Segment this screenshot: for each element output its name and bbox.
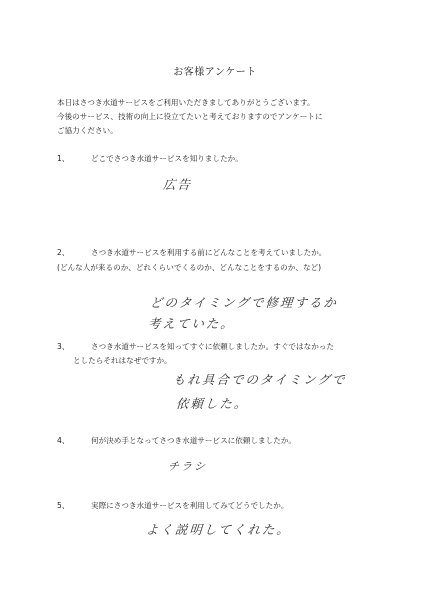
question-5-number: 5、 [57, 501, 70, 510]
question-2-number: 2、 [57, 248, 70, 257]
answer-3-handwriting-line-1: もれ具合でのタイミングで [172, 372, 348, 387]
question-2-text-line-1: さつき水道サービスを利用する前にどんなことを考えていましたか。 [91, 248, 327, 257]
answer-2-handwriting-line-1: どのタイミングで修理するか [149, 295, 339, 310]
answer-2-handwriting-line-2: 考えていた。 [147, 316, 236, 331]
question-3-text-line-2: としたらそれはなぜですか。 [73, 356, 172, 365]
question-1-number: 1、 [57, 154, 70, 163]
answer-1-handwriting: 広告 [162, 177, 193, 192]
intro-line-3: ご協力ください。 [57, 126, 118, 135]
page-title: お客様アンケート [173, 67, 257, 78]
question-4-text: 何が決め手となってさつき水道サービスに依頼しましたか。 [91, 436, 297, 445]
question-1-text: どこでさつき水道サービスを知りましたか。 [91, 154, 243, 163]
question-3-number: 3、 [57, 342, 70, 351]
question-2-text-line-2: (どんな人が来るのか、どれくらいでくるのか、どんなことをするのか、など) [57, 263, 322, 272]
intro-line-2: 今後のサービス、技術の向上に役立てたいと考えておりますのでアンケートに [57, 112, 323, 121]
answer-4-handwriting: チラシ [167, 460, 208, 473]
answer-3-handwriting-line-2: 依頼した。 [175, 396, 250, 411]
question-5-text: 実際にさつき水道サービスを利用してみてどうでしたか。 [91, 501, 289, 510]
intro-line-1: 本日はさつき水道サービスをご利用いただきましてありがとうございます。 [57, 98, 315, 107]
question-4-number: 4、 [57, 436, 70, 445]
question-3-text-line-1: さつき水道サービスを知ってすぐに依頼しましたか。すぐではなかった [91, 342, 334, 351]
answer-5-handwriting: よく説明してくれた。 [145, 522, 292, 537]
